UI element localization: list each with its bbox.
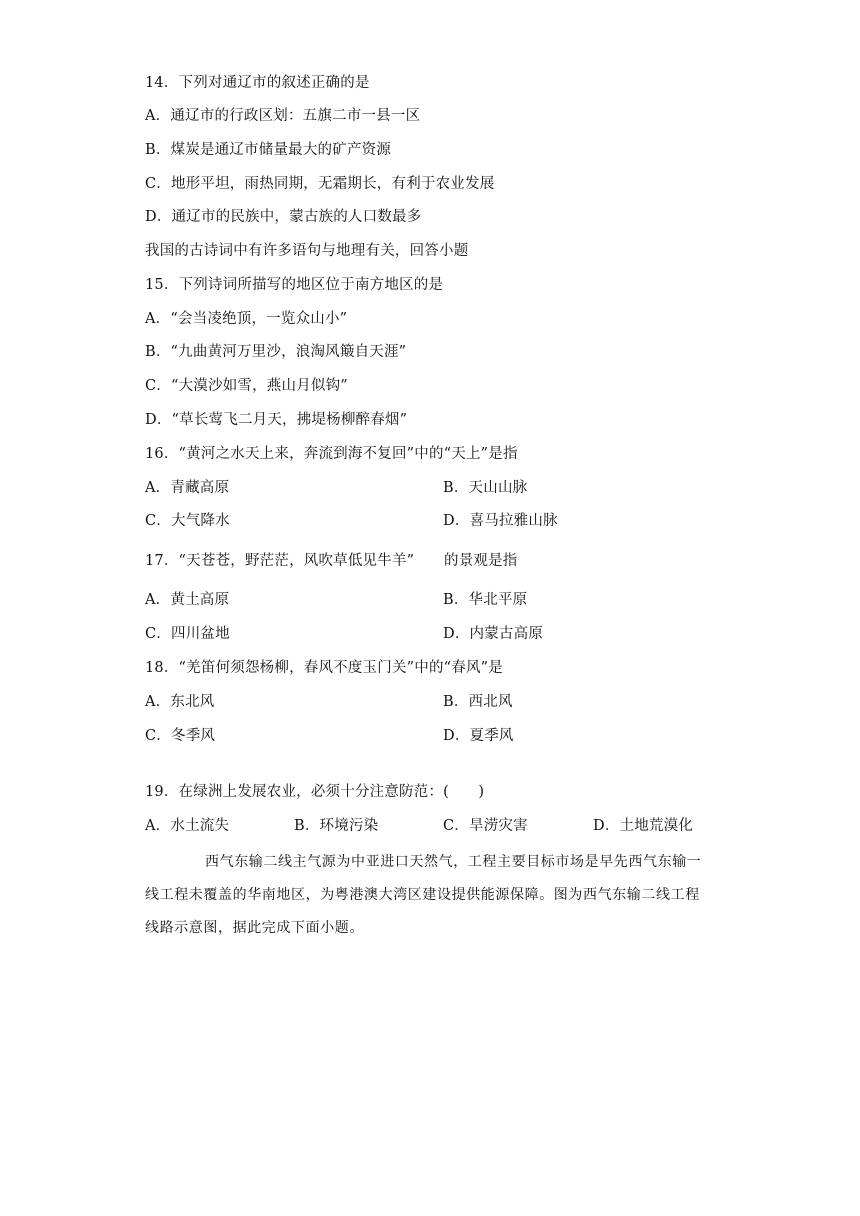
q16-option-a[interactable]: A．青藏高原 [145, 480, 230, 496]
passage-line-1: 西气东输二线主气源为中亚进口天然气，工程主要目标市场是早先西气东输一 [205, 854, 702, 870]
q17-stem-part2: 的景观是指 [444, 553, 518, 569]
q19-option-a[interactable]: A．水土流失 [145, 818, 230, 834]
q18-stem: 18．“羌笛何须怨杨柳，春风不度玉门关”中的“春风”是 [145, 660, 503, 676]
q16-option-b[interactable]: B．天山山脉 [443, 480, 528, 496]
q19-option-b[interactable]: B．环境污染 [294, 818, 379, 834]
q17-option-b[interactable]: B．华北平原 [443, 592, 528, 608]
q17-option-a[interactable]: A．黄土高原 [145, 592, 230, 608]
q14-option-b[interactable]: B．煤炭是通辽市储量最大的矿产资源 [145, 142, 392, 158]
passage-line-3: 线路示意图，据此完成下面小题。 [145, 920, 364, 936]
q19-option-d[interactable]: D．土地荒漠化 [593, 818, 694, 834]
q14-option-d[interactable]: D．通辽市的民族中，蒙古族的人口数最多 [145, 209, 422, 225]
q16-option-d[interactable]: D．喜马拉雅山脉 [443, 513, 558, 529]
q16-option-c[interactable]: C．大气降水 [145, 513, 230, 529]
intro-poems: 我国的古诗词中有许多语句与地理有关，回答小题 [145, 243, 469, 259]
q18-option-c[interactable]: C．冬季风 [145, 728, 216, 744]
q16-stem: 16．“黄河之水天上来，奔流到海不复回”中的“天上”是指 [145, 446, 518, 462]
q15-option-d[interactable]: D．“草长莺飞二月天，拂堤杨柳醉春烟” [145, 412, 408, 428]
q19-option-c[interactable]: C．旱涝灾害 [443, 818, 528, 834]
q18-option-b[interactable]: B．西北风 [443, 694, 513, 710]
q14-option-a[interactable]: A．通辽市的行政区划：五旗二市一县一区 [145, 108, 421, 124]
q19-stem: 19．在绿洲上发展农业，必须十分注意防范：( ) [145, 784, 485, 800]
q15-option-b[interactable]: B．“九曲黄河万里沙，浪淘风簸自天涯” [145, 344, 407, 360]
q18-option-a[interactable]: A．东北风 [145, 694, 215, 710]
passage-line-2: 线工程未覆盖的华南地区，为粤港澳大湾区建设提供能源保障。图为西气东输二线工程 [145, 887, 700, 903]
q17-stem-part1: 17．“天苍苍，野茫茫，风吹草低见牛羊” [145, 553, 415, 569]
q14-stem: 14．下列对通辽市的叙述正确的是 [145, 75, 370, 91]
q15-option-c[interactable]: C．“大漠沙如雪，燕山月似钩” [145, 378, 348, 394]
q17-option-d[interactable]: D．内蒙古高原 [443, 626, 544, 642]
q15-option-a[interactable]: A．“会当凌绝顶，一览众山小” [145, 311, 348, 327]
q15-stem: 15．下列诗词所描写的地区位于南方地区的是 [145, 277, 444, 293]
q14-option-c[interactable]: C．地形平坦，雨热同期，无霜期长，有利于农业发展 [145, 176, 495, 192]
q18-option-d[interactable]: D．夏季风 [443, 728, 514, 744]
q17-option-c[interactable]: C．四川盆地 [145, 626, 230, 642]
